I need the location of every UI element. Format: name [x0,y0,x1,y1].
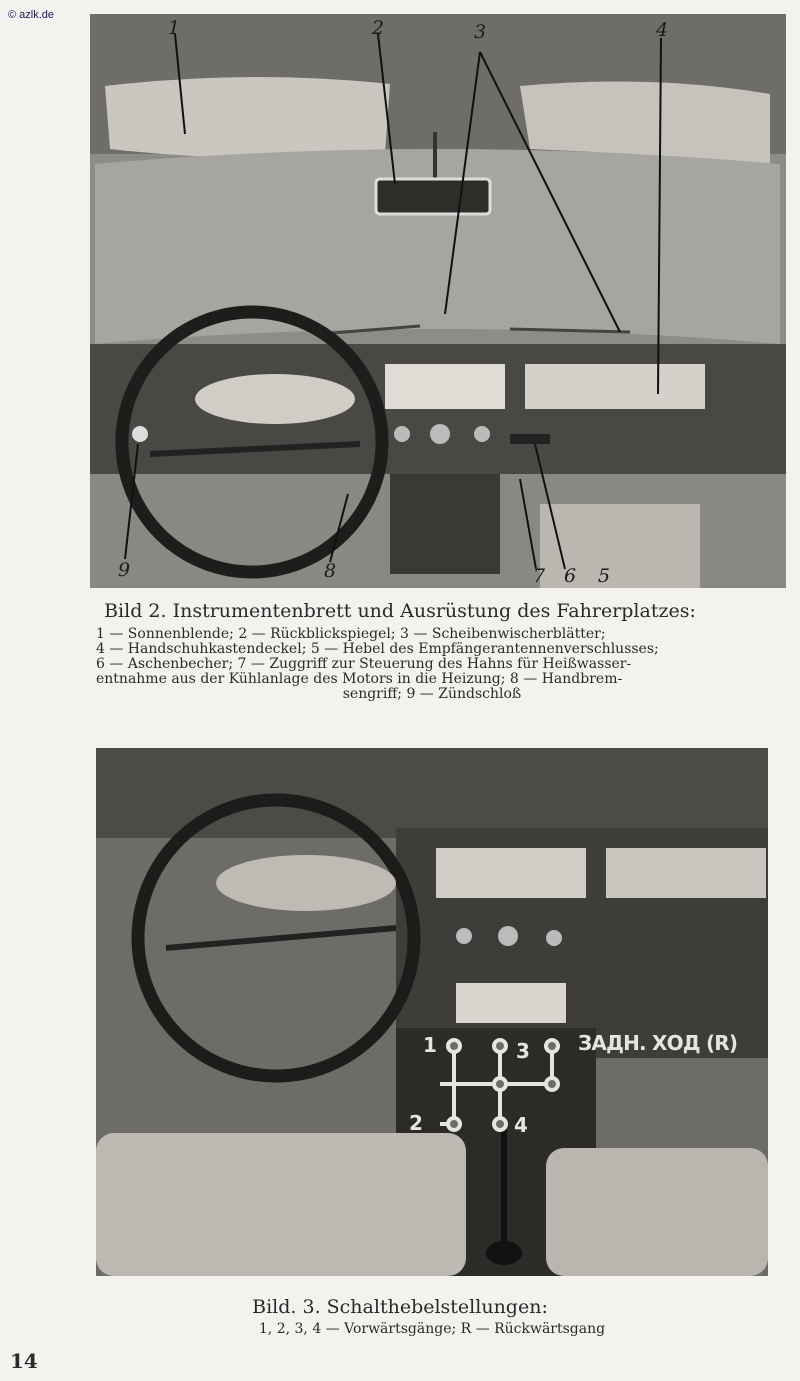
caption-line: 1 — Sonnenblende; 2 — Rückblickspiegel; 3 — Scheibenwischerblätter; [96,626,606,642]
figure1-caption-title: Bild 2. Instrumentenbrett und Ausrüstung des Fahrerplatzes: [104,600,696,622]
copyright-watermark: © azlk.de [8,9,55,21]
caption-line: sengriff; 9 — Zündschloß [342,686,522,702]
sun-visor-left [105,77,390,158]
callout-5: 5 [598,565,611,587]
callout-6: 6 [564,565,577,587]
callout-9: 9 [118,559,131,581]
callout-1: 1 [168,17,181,39]
figure2-caption-title: Bild. 3. Schalthebelstellungen: [252,1296,548,1318]
gear-label-2: 2 [409,1111,423,1135]
figure2-caption-line: 1, 2, 3, 4 — Vorwärtsgänge; R — Rückwärtsgang [258,1321,606,1337]
callout-7: 7 [533,565,546,587]
rear-view-mirror [376,179,490,214]
gear-label-1: 1 [423,1033,437,1057]
ignition-lock [132,426,148,442]
reverse-label: ЗАДН. ХОД (R) [578,1031,738,1055]
caption-line: 6 — Aschenbecher; 7 — Zuggriff zur Steuerung des Hahns für Heißwasser- [96,656,632,672]
gear-label-3: 3 [516,1039,530,1063]
callout-2: 2 [372,17,385,39]
caption-line: entnahme aus der Kühlanlage des Motors in die Heizung; 8 — Handbrem- [96,671,623,687]
caption-line: 4 — Handschuhkastendeckel; 5 — Hebel des Empfängerantennenverschlusses; [96,641,659,657]
driver-seat [96,1133,466,1276]
gear-label-4: 4 [514,1113,528,1137]
glovebox-lid [525,364,705,409]
figure1-caption-body [96,627,768,702]
callout-3: 3 [474,21,487,43]
callout-4: 4 [656,19,669,41]
dashboard-photo [90,14,786,588]
passenger-seat [546,1148,768,1276]
callout-8: 8 [324,560,337,582]
gearshift-photo [96,748,768,1276]
page-number: 14 [10,1349,38,1373]
